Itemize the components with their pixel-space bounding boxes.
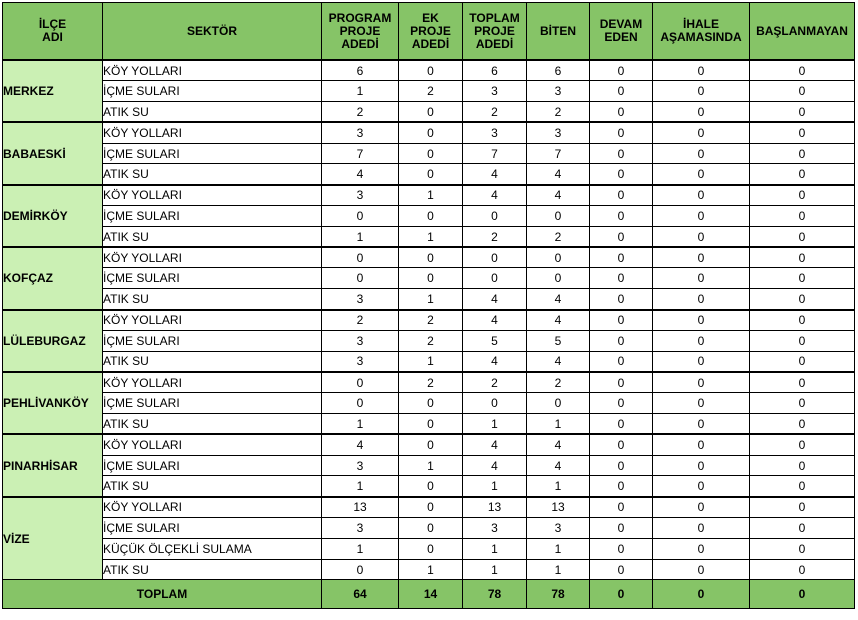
toplam-cell: 4: [463, 434, 527, 455]
biten-cell: 6: [527, 60, 590, 81]
devam-cell: 0: [590, 434, 653, 455]
sector-cell: KÖY YOLLARI: [103, 247, 322, 268]
biten-cell: 3: [527, 518, 590, 539]
ihale-cell: 0: [653, 434, 750, 455]
sector-cell: İÇME SULARI: [103, 393, 322, 414]
table-row: [3, 206, 855, 227]
biten-cell: 4: [527, 164, 590, 185]
ek-cell: 0: [399, 497, 463, 518]
district-name: DEMİRKÖY: [3, 185, 103, 247]
ihale-cell: 0: [653, 81, 750, 102]
sector-cell: ATIK SU: [103, 164, 322, 185]
devam-cell: 0: [590, 206, 653, 227]
program-cell: 1: [322, 226, 399, 247]
sector-cell: ATIK SU: [103, 289, 322, 310]
devam-cell: 0: [590, 497, 653, 518]
table-row: [3, 289, 855, 310]
devam-cell: 0: [590, 518, 653, 539]
toplam-cell: 0: [463, 268, 527, 289]
sector-cell: ATIK SU: [103, 102, 322, 123]
sector-cell: İÇME SULARI: [103, 268, 322, 289]
program-cell: 4: [322, 434, 399, 455]
sector-cell: ATIK SU: [103, 414, 322, 435]
toplam-cell: 0: [463, 393, 527, 414]
baslanmayan-cell: 0: [750, 330, 855, 351]
ihale-cell: 0: [653, 414, 750, 435]
toplam-cell: 4: [463, 351, 527, 372]
district-name: VİZE: [3, 497, 103, 580]
ek-cell: 2: [399, 310, 463, 331]
devam-cell: 0: [590, 351, 653, 372]
table-row: [3, 122, 855, 143]
ihale-cell: 0: [653, 497, 750, 518]
baslanmayan-cell: 0: [750, 268, 855, 289]
table-row: [3, 164, 855, 185]
baslanmayan-cell: 0: [750, 164, 855, 185]
toplam-cell: 3: [463, 122, 527, 143]
ihale-cell: 0: [653, 122, 750, 143]
ek-cell: 0: [399, 268, 463, 289]
devam-cell: 0: [590, 247, 653, 268]
biten-cell: 4: [527, 455, 590, 476]
toplam-cell: 2: [463, 372, 527, 393]
baslanmayan-cell: 0: [750, 538, 855, 559]
program-cell: 0: [322, 206, 399, 227]
district-name: MERKEZ: [3, 60, 103, 122]
biten-cell: 2: [527, 372, 590, 393]
sector-cell: İÇME SULARI: [103, 143, 322, 164]
baslanmayan-cell: 0: [750, 122, 855, 143]
ihale-cell: 0: [653, 476, 750, 497]
program-cell: 1: [322, 81, 399, 102]
ihale-cell: 0: [653, 289, 750, 310]
ek-cell: 1: [399, 351, 463, 372]
ek-cell: 0: [399, 393, 463, 414]
header-ilce: İLÇE ADI: [3, 3, 103, 61]
district-name: LÜLEBURGAZ: [3, 310, 103, 372]
baslanmayan-cell: 0: [750, 455, 855, 476]
toplam-cell: 1: [463, 476, 527, 497]
ek-cell: 1: [399, 559, 463, 580]
table-row: [3, 81, 855, 102]
total-devam: 0: [590, 580, 653, 609]
devam-cell: 0: [590, 393, 653, 414]
baslanmayan-cell: 0: [750, 102, 855, 123]
table-row: [3, 143, 855, 164]
table-body: [3, 60, 855, 580]
ek-cell: 0: [399, 247, 463, 268]
total-toplam: 78: [463, 580, 527, 609]
baslanmayan-cell: 0: [750, 476, 855, 497]
district-name: BABAESKİ: [3, 122, 103, 184]
ek-cell: 0: [399, 414, 463, 435]
devam-cell: 0: [590, 476, 653, 497]
biten-cell: 1: [527, 414, 590, 435]
ek-cell: 0: [399, 518, 463, 539]
program-cell: 13: [322, 497, 399, 518]
ek-cell: 1: [399, 185, 463, 206]
sector-cell: KÖY YOLLARI: [103, 60, 322, 81]
table-row: [3, 434, 855, 455]
toplam-cell: 3: [463, 81, 527, 102]
ihale-cell: 0: [653, 518, 750, 539]
header-toplam: TOPLAM PROJE ADEDİ: [463, 3, 527, 61]
toplam-cell: 5: [463, 330, 527, 351]
ek-cell: 0: [399, 164, 463, 185]
ihale-cell: 0: [653, 268, 750, 289]
table-row: [3, 414, 855, 435]
program-cell: 3: [322, 289, 399, 310]
sector-cell: İÇME SULARI: [103, 455, 322, 476]
table-row: [3, 393, 855, 414]
sector-cell: KÖY YOLLARI: [103, 310, 322, 331]
biten-cell: 1: [527, 476, 590, 497]
biten-cell: 3: [527, 81, 590, 102]
devam-cell: 0: [590, 268, 653, 289]
table-row: [3, 226, 855, 247]
biten-cell: 4: [527, 434, 590, 455]
sector-cell: İÇME SULARI: [103, 518, 322, 539]
program-cell: 3: [322, 122, 399, 143]
devam-cell: 0: [590, 122, 653, 143]
table-row: [3, 455, 855, 476]
header-program: PROGRAM PROJE ADEDİ: [322, 3, 399, 61]
program-cell: 0: [322, 559, 399, 580]
biten-cell: 7: [527, 143, 590, 164]
toplam-cell: 4: [463, 289, 527, 310]
devam-cell: 0: [590, 538, 653, 559]
program-cell: 2: [322, 102, 399, 123]
sector-cell: KÖY YOLLARI: [103, 497, 322, 518]
ek-cell: 1: [399, 455, 463, 476]
baslanmayan-cell: 0: [750, 414, 855, 435]
program-cell: 0: [322, 247, 399, 268]
sector-cell: KÖY YOLLARI: [103, 185, 322, 206]
ek-cell: 2: [399, 81, 463, 102]
sector-cell: ATIK SU: [103, 351, 322, 372]
biten-cell: 4: [527, 351, 590, 372]
program-cell: 0: [322, 268, 399, 289]
total-program: 64: [322, 580, 399, 609]
baslanmayan-cell: 0: [750, 393, 855, 414]
devam-cell: 0: [590, 164, 653, 185]
baslanmayan-cell: 0: [750, 60, 855, 81]
header-sektor: SEKTÖR: [103, 3, 322, 61]
ihale-cell: 0: [653, 393, 750, 414]
ihale-cell: 0: [653, 247, 750, 268]
biten-cell: 0: [527, 268, 590, 289]
ihale-cell: 0: [653, 185, 750, 206]
sector-cell: ATIK SU: [103, 559, 322, 580]
program-cell: 1: [322, 476, 399, 497]
biten-cell: 4: [527, 289, 590, 310]
header-baslanmayan: BAŞLANMAYAN: [750, 3, 855, 61]
ek-cell: 0: [399, 102, 463, 123]
biten-cell: 4: [527, 185, 590, 206]
table-row: [3, 60, 855, 81]
district-name: PEHLİVANKÖY: [3, 372, 103, 434]
ihale-cell: 0: [653, 330, 750, 351]
biten-cell: 3: [527, 122, 590, 143]
ihale-cell: 0: [653, 60, 750, 81]
sector-cell: İÇME SULARI: [103, 330, 322, 351]
header-devam: DEVAM EDEN: [590, 3, 653, 61]
table-row: [3, 559, 855, 580]
sector-cell: KÖY YOLLARI: [103, 372, 322, 393]
toplam-cell: 0: [463, 247, 527, 268]
program-cell: 3: [322, 351, 399, 372]
toplam-cell: 13: [463, 497, 527, 518]
ek-cell: 0: [399, 143, 463, 164]
program-cell: 0: [322, 372, 399, 393]
biten-cell: 2: [527, 226, 590, 247]
sector-cell: KÜÇÜK ÖLÇEKLİ SULAMA: [103, 538, 322, 559]
table-row: [3, 538, 855, 559]
devam-cell: 0: [590, 226, 653, 247]
program-cell: 2: [322, 310, 399, 331]
devam-cell: 0: [590, 330, 653, 351]
sector-cell: KÖY YOLLARI: [103, 122, 322, 143]
baslanmayan-cell: 0: [750, 372, 855, 393]
baslanmayan-cell: 0: [750, 226, 855, 247]
district-name: KOFÇAZ: [3, 247, 103, 309]
program-cell: 0: [322, 393, 399, 414]
table-row: [3, 102, 855, 123]
ek-cell: 1: [399, 226, 463, 247]
district-name: PINARHİSAR: [3, 434, 103, 496]
ek-cell: 2: [399, 372, 463, 393]
program-cell: 7: [322, 143, 399, 164]
toplam-cell: 2: [463, 226, 527, 247]
baslanmayan-cell: 0: [750, 247, 855, 268]
table-row: [3, 268, 855, 289]
total-label: TOPLAM: [3, 580, 322, 609]
toplam-cell: 6: [463, 60, 527, 81]
biten-cell: 13: [527, 497, 590, 518]
biten-cell: 5: [527, 330, 590, 351]
baslanmayan-cell: 0: [750, 559, 855, 580]
baslanmayan-cell: 0: [750, 81, 855, 102]
ek-cell: 1: [399, 289, 463, 310]
program-cell: 3: [322, 330, 399, 351]
devam-cell: 0: [590, 559, 653, 580]
program-cell: 4: [322, 164, 399, 185]
toplam-cell: 7: [463, 143, 527, 164]
ihale-cell: 0: [653, 559, 750, 580]
table-row: [3, 476, 855, 497]
ek-cell: 0: [399, 206, 463, 227]
ek-cell: 2: [399, 330, 463, 351]
toplam-cell: 4: [463, 164, 527, 185]
ihale-cell: 0: [653, 206, 750, 227]
ihale-cell: 0: [653, 372, 750, 393]
ihale-cell: 0: [653, 226, 750, 247]
ek-cell: 0: [399, 122, 463, 143]
table-row: [3, 351, 855, 372]
program-cell: 3: [322, 185, 399, 206]
project-status-table: [2, 2, 855, 609]
baslanmayan-cell: 0: [750, 310, 855, 331]
ek-cell: 0: [399, 434, 463, 455]
ihale-cell: 0: [653, 351, 750, 372]
program-cell: 1: [322, 414, 399, 435]
toplam-cell: 4: [463, 310, 527, 331]
table-row: [3, 310, 855, 331]
devam-cell: 0: [590, 60, 653, 81]
table-row: [3, 518, 855, 539]
sector-cell: KÖY YOLLARI: [103, 434, 322, 455]
ihale-cell: 0: [653, 102, 750, 123]
program-cell: 1: [322, 538, 399, 559]
devam-cell: 0: [590, 289, 653, 310]
devam-cell: 0: [590, 455, 653, 476]
biten-cell: 2: [527, 102, 590, 123]
table-row: [3, 247, 855, 268]
baslanmayan-cell: 0: [750, 185, 855, 206]
table-row: [3, 497, 855, 518]
ihale-cell: 0: [653, 538, 750, 559]
program-cell: 6: [322, 60, 399, 81]
baslanmayan-cell: 0: [750, 143, 855, 164]
total-ek: 14: [399, 580, 463, 609]
devam-cell: 0: [590, 143, 653, 164]
program-cell: 3: [322, 518, 399, 539]
total-ihale: 0: [653, 580, 750, 609]
sector-cell: İÇME SULARI: [103, 81, 322, 102]
sector-cell: ATIK SU: [103, 226, 322, 247]
total-baslanmayan: 0: [750, 580, 855, 609]
table-row: [3, 330, 855, 351]
toplam-cell: 1: [463, 559, 527, 580]
biten-cell: 4: [527, 310, 590, 331]
toplam-cell: 1: [463, 538, 527, 559]
total-row: [3, 580, 855, 609]
biten-cell: 0: [527, 206, 590, 227]
sector-cell: İÇME SULARI: [103, 206, 322, 227]
devam-cell: 0: [590, 81, 653, 102]
ek-cell: 0: [399, 476, 463, 497]
ihale-cell: 0: [653, 455, 750, 476]
baslanmayan-cell: 0: [750, 518, 855, 539]
biten-cell: 1: [527, 559, 590, 580]
devam-cell: 0: [590, 310, 653, 331]
baslanmayan-cell: 0: [750, 434, 855, 455]
header-row: [3, 3, 855, 61]
baslanmayan-cell: 0: [750, 206, 855, 227]
toplam-cell: 4: [463, 455, 527, 476]
baslanmayan-cell: 0: [750, 351, 855, 372]
biten-cell: 0: [527, 393, 590, 414]
header-ihale: İHALE AŞAMASINDA: [653, 3, 750, 61]
toplam-cell: 1: [463, 414, 527, 435]
toplam-cell: 2: [463, 102, 527, 123]
total-biten: 78: [527, 580, 590, 609]
ihale-cell: 0: [653, 143, 750, 164]
table-row: [3, 372, 855, 393]
toplam-cell: 0: [463, 206, 527, 227]
table-row: [3, 185, 855, 206]
toplam-cell: 4: [463, 185, 527, 206]
baslanmayan-cell: 0: [750, 289, 855, 310]
sector-cell: ATIK SU: [103, 476, 322, 497]
ihale-cell: 0: [653, 310, 750, 331]
toplam-cell: 3: [463, 518, 527, 539]
biten-cell: 0: [527, 247, 590, 268]
program-cell: 3: [322, 455, 399, 476]
ek-cell: 0: [399, 538, 463, 559]
ihale-cell: 0: [653, 164, 750, 185]
baslanmayan-cell: 0: [750, 497, 855, 518]
devam-cell: 0: [590, 372, 653, 393]
devam-cell: 0: [590, 414, 653, 435]
header-ek: EK PROJE ADEDİ: [399, 3, 463, 61]
header-biten: BİTEN: [527, 3, 590, 61]
devam-cell: 0: [590, 102, 653, 123]
biten-cell: 1: [527, 538, 590, 559]
devam-cell: 0: [590, 185, 653, 206]
ek-cell: 0: [399, 60, 463, 81]
